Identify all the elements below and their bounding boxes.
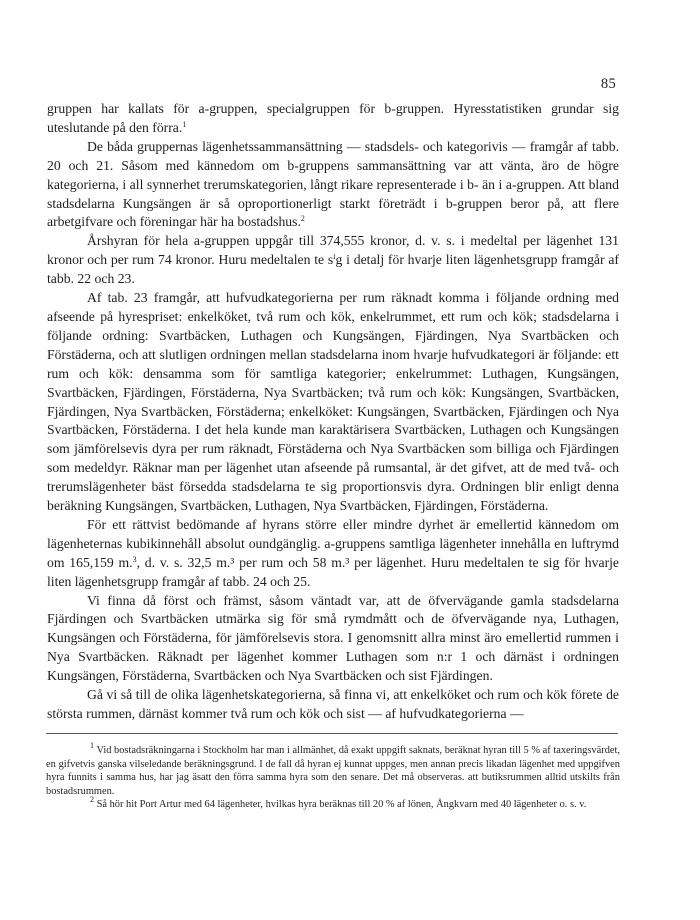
superscript-glyph: 3 [132, 554, 137, 564]
paragraph-text-cont: , d. v. s. 32,5 m.³ per rum och 58 m.³ per lägenhet. Huru medeltalen te sig för hvarje liten lägenhetsgrupp framgår af tabb. 24 och 25. [47, 554, 620, 589]
footnote-marker: 2 [90, 795, 94, 805]
footnote-text: Så hör hit Port Artur med 64 lägenheter, hvilkas hyra beräknas till 20 % af lönen, Ångkvarn med 40 lägenheter o. s. v. [96, 799, 587, 811]
footnote-marker: 1 [90, 741, 94, 750]
paragraph-text: Af tab. 23 framgår, att hufvudkategorierna per rum räknadt komma i följande ordning med afseende på hyrespriset: enkelköket, två rum och kök, enkelrummet, ett rum och kök; stadsdelarna i följande ordning: Svartbäcken, Luthagen och Kungsängen, Fjärdingen, Nya Svartbäcken och Förstäderna, och att slutligen ordningen mellan stadsdelarna inom hvarje hufvudkategori är följande: ett rum och kök: densamma som för samtliga kategorier; enkelrummet: Luthagen, Kungsängen, Svartbäcken, Fjärdingen, Förstäderna, Nya Svartbäcken; två rum och kök: Kungsängen, Svartbäcken, Fjärdingen, Nya Svartbäcken, Förstäderna; enkelköket: Kungsängen, Svartbäcken, Fjärdingen och Nya Svartbäcken, Förstäderna. I det hela kunde man karaktärisera Svartbäcken, Luthagen och Kungsängen som jämförelsevis dyra per rum räknadt, Förstäderna och Nya Svartbäcken som billiga och Fjärdingen som medeldyr. Räknar man per lägenhet utan afseende på rumsantal, är det gifvet, att de med två- och trerumslägenheter bäst försedda stadsdelarna te sig proportionsvis dyra. Ordningen blir enligt denna beräkning Kungsängen, Svartbäcken, Luthagen, Nya Svartbäcken, Fjärdingen, Förstäderna. [47, 290, 619, 514]
paragraph-text: För ett rättvist bedömande af hyrans större eller mindre dyrhet är emellertid kännedom om lägenheternas kubikinnehåll absolut oundgänglig. a-gruppens samtliga lägenheter innehålla en luftrymd om 165,159 m. [47, 516, 619, 570]
page-number: 85 [600, 76, 616, 92]
superscript-glyph: i [333, 252, 336, 262]
paragraph [47, 686, 619, 724]
body-text [47, 100, 619, 724]
footnote [46, 795, 620, 812]
paragraph-text: Gå vi så till de olika lägenhetskategorierna, så finna vi, att enkelköket och rum och kök förete de största rummen, därnäst kommer två rum och kök och sist — af hufvudkategorierna — [47, 687, 619, 721]
paragraph-text: De båda gruppernas lägenhetssammansättning — stadsdels- och kategorivis — framgår af tabb. 20 och 21. Såsom med kännedom om b-gruppens sammansättning var att vänta, äro de högre kategorierna, i all synnerhet trerumskategorien, långt rikare representerade i b- än i a-gruppen. Att bland stadsdelarna Kungsängen är så oproportionerligt starkt företrädt i b-gruppen beror på, att flere arbetgifvare och föreningar här ha bostadshus. [47, 138, 619, 230]
paragraph [47, 232, 619, 289]
paragraph-text: Vi finna då först och främst, såsom väntadt var, att de öfvervägande gamla stadsdelarna Fjärdingen och Svartbäcken utmärka sig för små rymdmått och de öfvervägande nya, Luthagen, Kungsängen och Förstäderna, för jämförelsevis stora. I genomsnitt allra minst äro emellertid rummen i Nya Svartbäcken. Räknadt per lägenhet kommer Luthagen som n:r 1 och därnäst i ordningen Kungsängen, Förstäderna, Svartbäcken och Nya Svartbäcken och sist Fjärdingen. [47, 592, 619, 684]
footnote-text: Vid bostadsräkningarna i Stockholm har man i allmänhet, då exakt uppgift saknats, beräknat hyran till 5 % af taxeringsvärdet, en gifvetvis ganska vilseledande beräkningsgrund. I de fall då hyran ej kunnat uppges, men annan precis likadan lägenhet med uppgifven hyra funnits i samma hus, har jag äsatt den förra samma hyra som den senare. Det må observeras. att butiksrummen alltid utskilts från bostadsrummen. [46, 745, 620, 797]
paragraph [47, 289, 619, 516]
paragraph [47, 516, 619, 592]
footnote-ref: 2 [300, 214, 305, 224]
paragraph-text-cont: g i detalj för hvarje liten lägenhetsgrupp framgår af tabb. 22 och 23. [47, 252, 619, 287]
footnotes [46, 741, 620, 812]
footnote-divider [46, 733, 618, 734]
paragraph [47, 100, 619, 138]
footnote-ref: 1 [182, 119, 187, 129]
footnote [46, 741, 620, 798]
paragraph-text: gruppen har kallats för a-gruppen, specialgruppen för b-gruppen. Hyresstatistiken grundar sig uteslutande på den förra. [47, 101, 619, 135]
paragraph [47, 592, 619, 687]
paragraph [47, 138, 619, 233]
paragraph-text: Årshyran för hela a-gruppen uppgår till 374,555 kronor, d. v. s. i medeltal per lägenhet 131 kronor och per rum 74 kronor. Huru medeltalen te s [47, 233, 619, 268]
